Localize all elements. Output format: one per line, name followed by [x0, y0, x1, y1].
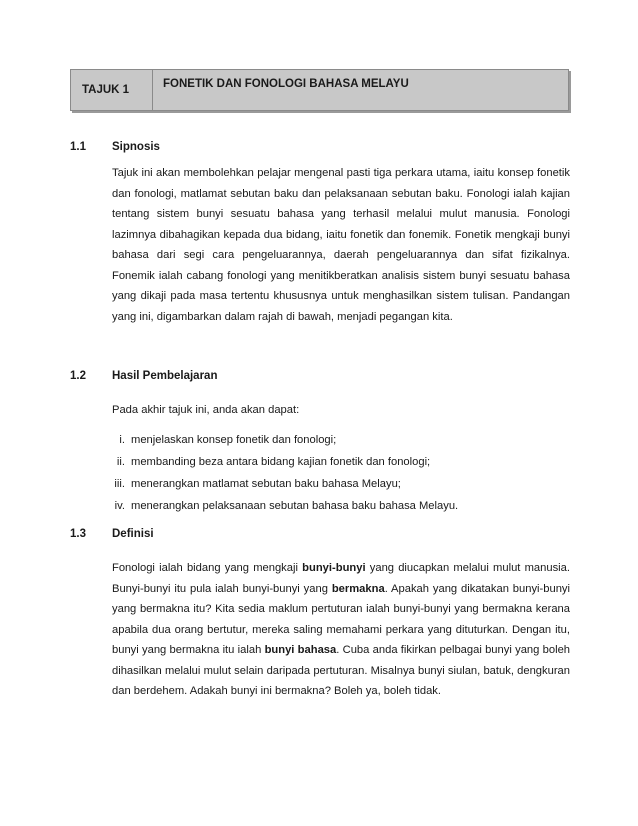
text-run: . Cuba anda fikirkan pelbagai bunyi yang boleh dihasilkan melalui mulut selain daripada pertuturan. Misalnya bunyi siulan, batuk, dengkuran dan berdehem. Adakah bunyi ini bermakna? Boleh ya, boleh tidak. — [112, 644, 571, 697]
list-item — [107, 451, 570, 473]
section-title: Hasil Pembelajaran — [112, 370, 218, 382]
bold-term: bermakna — [331, 582, 385, 595]
list-item-number: iii. — [114, 477, 125, 490]
section-heading — [70, 526, 570, 542]
section-number: 1.1 — [70, 141, 86, 153]
chapter-title: FONETIK DAN FONOLOGI BAHASA MELAYU — [163, 78, 409, 90]
section-paragraph: Tajuk ini akan membolehkan pelajar mengenal pasti tiga perkara utama, iaitu konsep fonetik dan fonologi, matlamat sebutan baku dan pelaksanaan sebutan baku. Fonologi ialah kajian tentang sistem bunyi sesuatu bahasa yang terhasil melalui mulut manusia. Fonologi lazimnya dibahagikan kepada dua bidang, iaitu fonetik dan fonemik. Fonetik mengkaji bunyi bahasa dari segi cara pengeluarannya, daerah pengeluarannya dan sifat fizikalnya. Fonemik ialah cabang fonologi yang menitikberatkan analisis sistem bunyi sesuatu bahasa yang dikaji pada masa tertentu khususnya untuk menghasilkan sistem tulisan. Pandangan yang ini, digambarkan dalam rajah di bawah, menjadi pegangan kita. — [112, 167, 570, 323]
list-item-text: membanding beza antara bidang kajian fonetik dan fonologi; — [131, 455, 431, 468]
learning-outcomes-list — [107, 429, 570, 517]
text-run: . Apakah yang dikatakan bunyi-bunyi yang bermakna itu? Kita sedia maklum pertuturan ialah bunyi-bunyi yang bermakna kerana apabila dua orang bertutur, mereka saling memahami perkara yang dituturkan. Dengan itu, bunyi yang bermakna itu ialah — [112, 582, 571, 656]
section-heading — [70, 139, 570, 155]
bold-term: bunyi-bunyi — [302, 562, 366, 574]
list-item-text: menerangkan matlamat sebutan baku bahasa Melayu; — [131, 477, 401, 490]
list-item-number: iv. — [114, 499, 125, 512]
section-title: Sipnosis — [112, 141, 160, 153]
list-item-number: ii. — [116, 455, 125, 468]
section-intro: Pada akhir tajuk ini, anda akan dapat: — [112, 404, 300, 416]
text-run: Fonologi ialah bidang yang mengkaji — [112, 562, 303, 574]
section-paragraph — [112, 558, 570, 702]
section-title: Definisi — [112, 528, 154, 540]
section-number: 1.3 — [70, 528, 86, 540]
section-heading — [70, 368, 570, 384]
list-item — [107, 473, 570, 495]
list-item-number: i. — [119, 433, 125, 446]
list-item-text: menerangkan pelaksanaan sebutan bahasa baku bahasa Melayu. — [131, 499, 459, 512]
list-item — [107, 495, 570, 517]
section-sipnosis — [70, 139, 570, 338]
chapter-label: TAJUK 1 — [71, 70, 153, 110]
text-run: yang diucapkan melalui mulut manusia. Bunyi-bunyi itu pula ialah bunyi-bunyi yang — [112, 562, 570, 595]
chapter-header — [70, 69, 569, 111]
section-hasil-pembelajaran — [70, 368, 570, 517]
list-item-text: menjelaskan konsep fonetik dan fonologi; — [131, 433, 337, 446]
section-number: 1.2 — [70, 370, 86, 382]
bold-term: bunyi bahasa — [264, 644, 337, 656]
section-definisi — [70, 526, 570, 713]
list-item — [107, 429, 570, 451]
